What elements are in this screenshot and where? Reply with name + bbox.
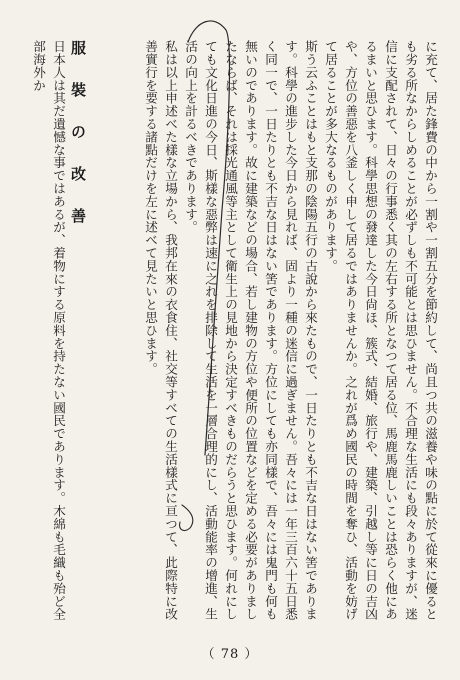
body-paragraph-1: に充て、居た鋒費の中から一割や一割五分を節約して、尚且つ共の滋養や味の點に於て從來に優るとも劣る所なからしめることが必ずしも不可能とは思ひません。不合理な生活にも段々ありますが、迷信に支配されて、日々の行事悉く其の左右する所となつて居る位、馬鹿馬鹿しいことは恐らく他にあるまいと思ひます。科學思想の發達した今日尙ほ、簇式、結婚、旅行や、建築、引越し等に日の吉凶や、方位の善惡を八釜しく申して居るではありませんか。之れが爲め國民の時間を奪ひ、活動を妨げて居ることが多大なるものがあります。 — [323, 40, 438, 621]
body-paragraph-2: 斯う云ふことはもと支那の陰陽五行の古說から來たもので、一日たりとも不吉な日はない筈であります。科學の進步した今日から見れば、固より一種の迷信に過ぎません。吾々には一年三百六十五日悉く同一で、一日たりとも不吉な日はない筈であります。方位にしても亦同樣で、吾々には鬼門も何も無いのであります。故に建築などの場合、若し建物の方位や便所の位置などを定める必要がありましたならば、それは採光通風等主として衛生上の見地から決定すべきものだらうと思ひます。何れにしても文化日進の今日、斯樣な惡弊は速に之れを排除して生活を一層合理的にし、活動能率の增進、生活の向上を計るべきであります。 — [183, 40, 318, 621]
body-paragraph-3: 私は以上申述べた樣な立場から、我邦在來の衣食住、社交等すべての生活樣式に亘つて、此際特に改善實行を要する諸點だけを左に述べて見たいと思ひます。 — [143, 40, 178, 621]
page-number: （ 78 ） — [201, 647, 259, 662]
section-heading: 服 裝 の 改 善 — [69, 40, 87, 229]
closing-paragraph: 日本人は其だ遺憾な事ではあるが、着物にする原料を持たない國民であります。木綿も毛織も殆ど全部海外か — [31, 40, 66, 621]
vertical-text-block — [25, 40, 440, 625]
